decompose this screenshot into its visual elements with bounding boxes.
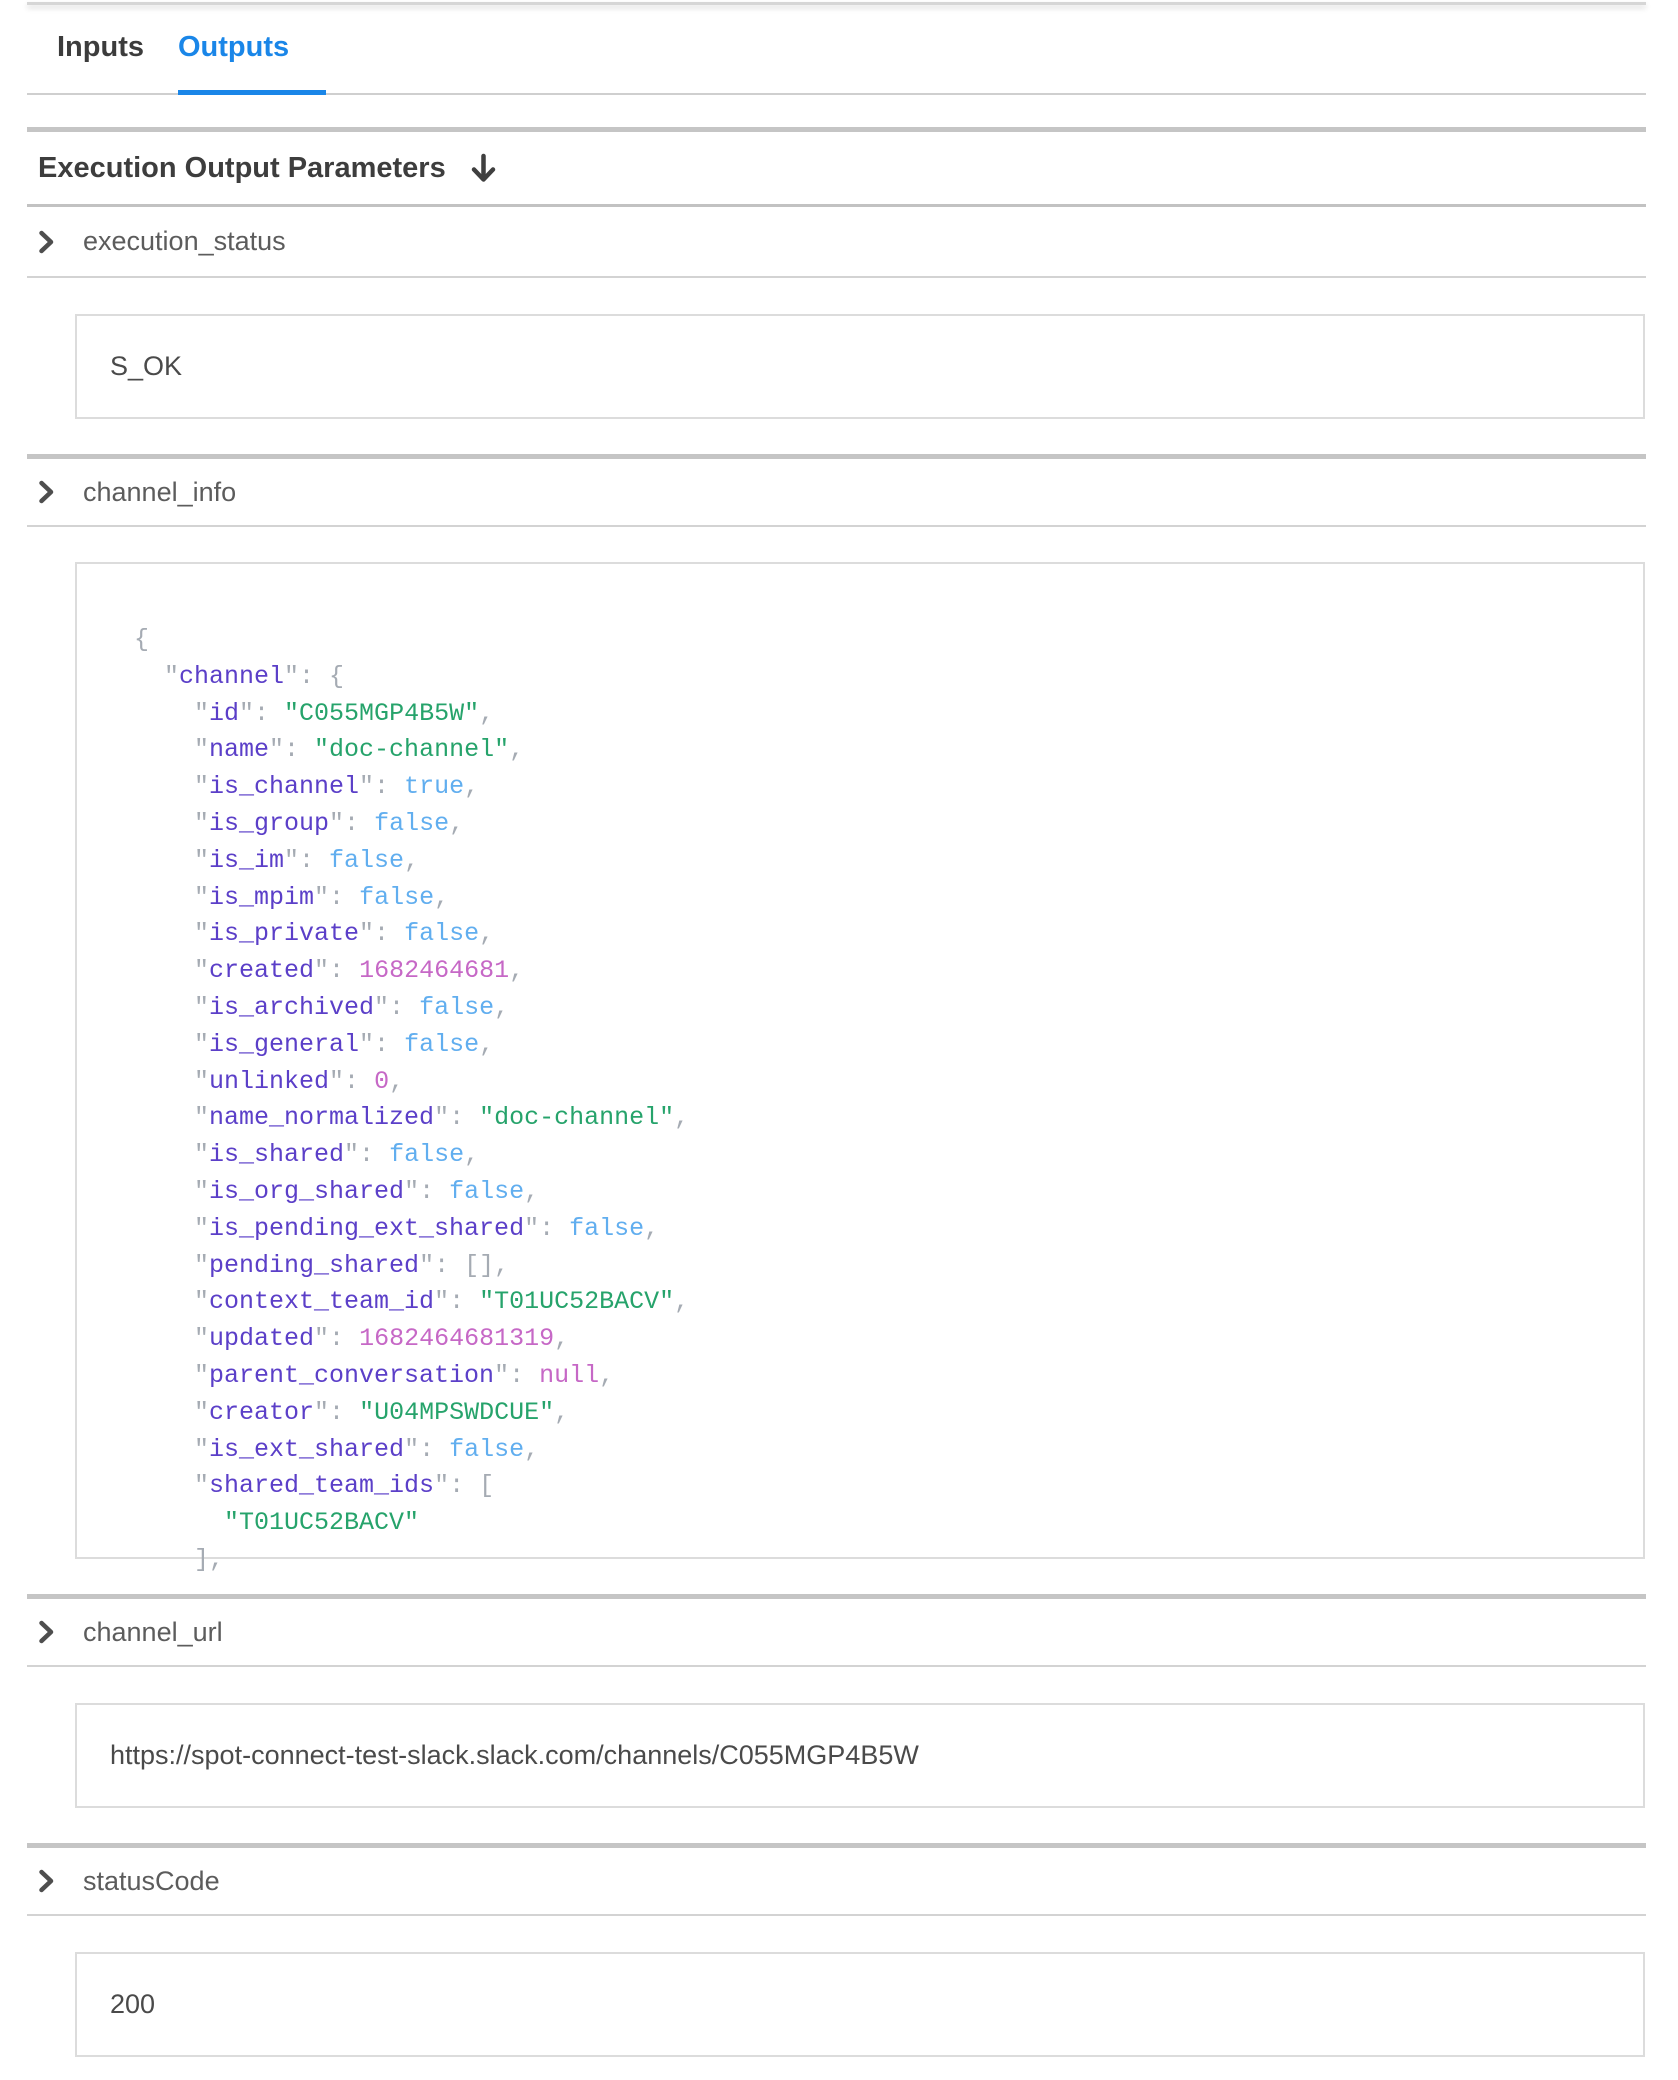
json-code: { "channel": { "id": "C055MGP4B5W", "name": "doc-channel", "is_channel": true, "is_group": false, "is_im": false, "is_mpim": false, "is_private": false, "created": 1682464681, "is_archived": false, "is_general": false, "unlinked": 0, "name_normalized": "doc-channel", "is_shared": false, "is_org_shared": false, "is_pending_ext_shared": false, "pending_shared": [], "context_team_id": "T01UC52BACV", "updated": 1682464681319, "parent_conversation": null, "creator": "U04MPSWDCUE", "is_ext_shared": false, "shared_team_ids": [ "T01UC52BACV" ],: [134, 625, 690, 1574]
tab-inputs[interactable]: Inputs: [57, 31, 144, 63]
chevron-right-icon: [38, 1869, 55, 1893]
row-execution-status[interactable]: [27, 207, 1646, 278]
param-label: statusCode: [83, 1865, 220, 1896]
execution-status-value: S_OK: [110, 351, 183, 381]
param-label: channel_url: [83, 1616, 223, 1647]
status-code-value-box: [75, 1952, 1645, 2057]
row-channel-info[interactable]: [27, 459, 1646, 527]
param-label: channel_info: [83, 476, 237, 507]
chevron-right-icon: [38, 230, 55, 254]
row-channel-url[interactable]: [27, 1599, 1646, 1667]
chevron-right-icon: [38, 480, 55, 504]
page-title: Execution Output Parameters: [38, 151, 446, 184]
execution-output-parameters-header: [27, 132, 1646, 207]
channel-info-json-box[interactable]: [75, 562, 1645, 1574]
chevron-right-icon: [38, 1620, 55, 1644]
channel-url-value-box: [75, 1703, 1645, 1808]
channel-url-value: https://spot-connect-test-slack.slack.com/channels/C055MGP4B5W: [110, 1740, 919, 1770]
tab-bar: [27, 5, 1646, 95]
param-label: execution_status: [83, 226, 286, 256]
row-status-code[interactable]: [27, 1848, 1646, 1916]
down-arrow-icon[interactable]: [470, 153, 497, 184]
status-code-value: 200: [110, 1989, 156, 2019]
tab-outputs[interactable]: Outputs: [178, 7, 326, 95]
execution-status-value-box: [75, 314, 1645, 419]
